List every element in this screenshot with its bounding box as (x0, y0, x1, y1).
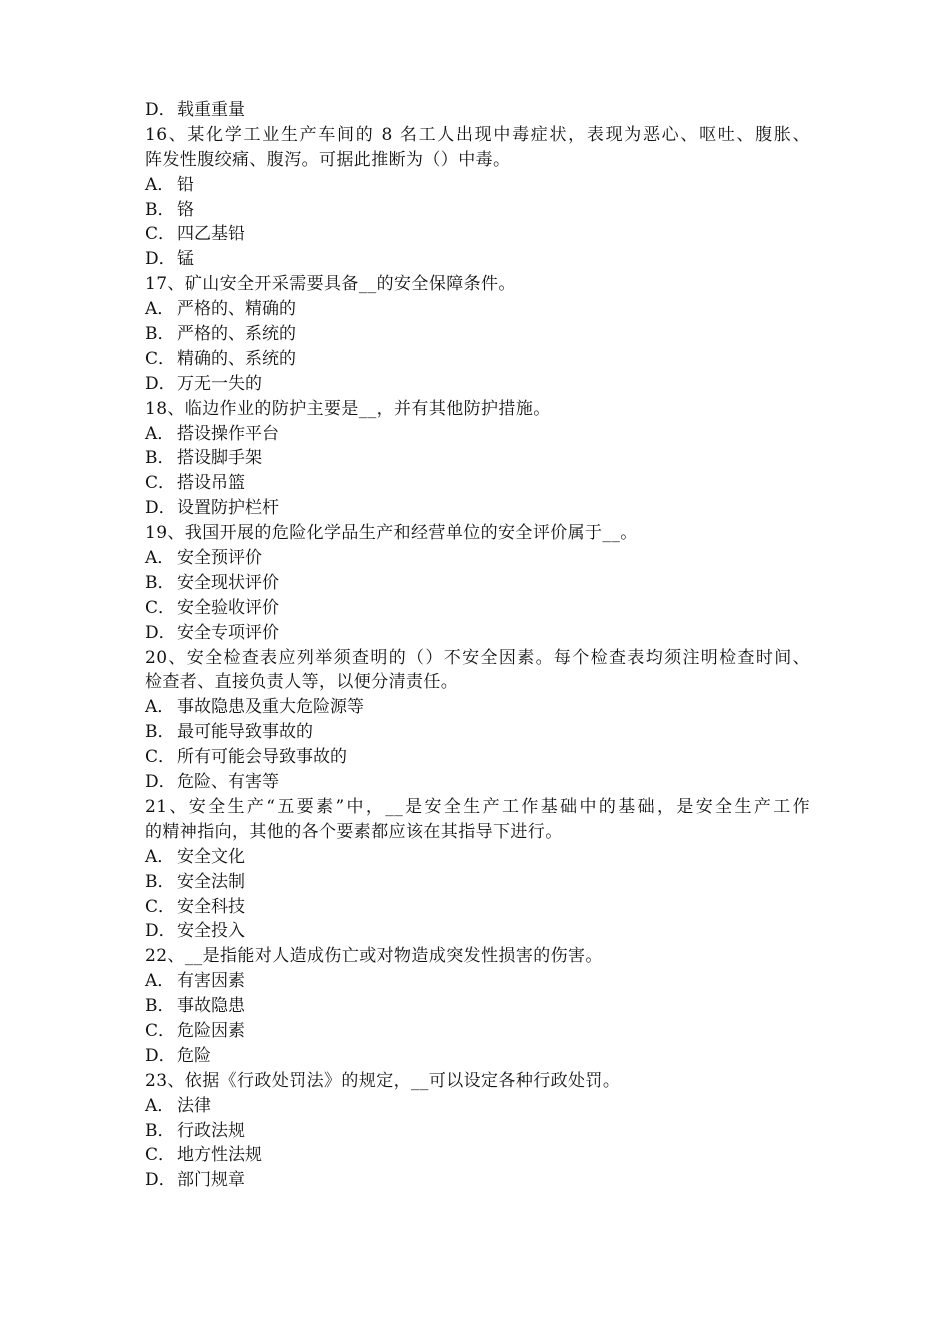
option-letter: B． (145, 871, 175, 892)
answer-option (145, 745, 810, 770)
option-letter: B． (145, 722, 175, 743)
option-text: 最可能导致事故的 (177, 722, 313, 743)
answer-option (145, 695, 810, 720)
answer-option (145, 372, 810, 397)
option-text: 危险、有害等 (177, 772, 279, 793)
option-letter: D． (145, 1170, 176, 1191)
answer-option (145, 596, 810, 621)
question-stem-line: 23、依据《行政处罚法》的规定，__可以设定各种行政处罚。 (145, 1070, 621, 1091)
answer-option (145, 198, 810, 223)
answer-option (145, 969, 810, 994)
answer-option (145, 1094, 810, 1119)
answer-option (145, 322, 810, 347)
option-letter: D． (145, 498, 176, 519)
answer-option (145, 870, 810, 895)
option-letter: B． (145, 1120, 175, 1141)
option-letter: D． (145, 921, 176, 942)
option-text: 安全科技 (177, 896, 245, 917)
option-letter: B． (145, 996, 175, 1017)
option-letter: A． (145, 846, 175, 867)
question-stem-line: 检查者、直接负责人等，以便分清责任。 (145, 672, 459, 693)
option-text: 安全文化 (177, 846, 245, 867)
option-letter: C． (145, 224, 176, 245)
option-text: 铬 (177, 199, 194, 220)
option-text: 安全验收评价 (177, 597, 279, 618)
option-letter: D． (145, 373, 176, 394)
option-text: 事故隐患及重大危险源等 (177, 697, 364, 718)
option-letter: C． (145, 597, 176, 618)
option-text: 所有可能会导致事故的 (177, 747, 347, 768)
option-text: 安全投入 (177, 921, 245, 942)
option-text: 安全预评价 (177, 548, 262, 569)
option-letter: A． (145, 174, 175, 195)
option-text: 安全专项评价 (177, 622, 279, 643)
option-letter: C． (145, 473, 176, 494)
option-text: 地方性法规 (177, 1145, 262, 1166)
option-letter: A． (145, 423, 175, 444)
option-letter: D． (145, 772, 176, 793)
option-letter: A． (145, 971, 175, 992)
option-text: 四乙基铅 (177, 224, 245, 245)
option-letter: B． (145, 324, 175, 345)
answer-option (145, 222, 810, 247)
answer-option (145, 1143, 810, 1168)
option-letter: C． (145, 1145, 176, 1166)
option-letter: C． (145, 348, 176, 369)
option-letter: A． (145, 299, 175, 320)
answer-option (145, 247, 810, 272)
answer-option (145, 297, 810, 322)
answer-option (145, 422, 810, 447)
question-stem-line: 16、某化学工业生产车间的 8 名工人出现中毒症状，表现为恶心、呕吐、腹胀、 (145, 124, 810, 145)
answer-option (145, 471, 810, 496)
option-text: 法律 (177, 1095, 211, 1116)
option-letter: A． (145, 1095, 175, 1116)
question-stem-line: 20、安全检查表应列举须查明的（）不安全因素。每个检查表均须注明检查时间、 (145, 647, 810, 668)
option-text: 安全法制 (177, 871, 245, 892)
answer-option (145, 1044, 810, 1069)
option-letter: D． (145, 249, 176, 270)
answer-option (145, 496, 810, 521)
option-text: 搭设操作平台 (177, 423, 279, 444)
option-letter: D． (145, 100, 176, 120)
answer-option (145, 845, 810, 870)
question-stem-line: 的精神指向，其他的各个要素都应该在其指导下进行。 (145, 821, 563, 842)
option-text: 精确的、系统的 (177, 348, 296, 369)
option-letter: A． (145, 548, 175, 569)
answer-option (145, 919, 810, 944)
answer-option (145, 1019, 810, 1044)
option-text: 严格的、系统的 (177, 324, 296, 345)
answer-option (145, 1119, 810, 1144)
question-stem-line: 22、__是指能对人造成伤亡或对物造成突发性损害的伤害。 (145, 946, 603, 967)
option-text: 危险 (177, 1045, 211, 1066)
answer-option (145, 994, 810, 1019)
question-stem-line: 17、矿山安全开采需要具备__的安全保障条件。 (145, 274, 516, 295)
answer-option (145, 770, 810, 795)
option-letter: D． (145, 622, 176, 643)
option-text: 锰 (177, 249, 194, 270)
option-text: 铅 (177, 174, 194, 195)
question-stem-line: 18、临边作业的防护主要是__，并有其他防护措施。 (145, 398, 551, 419)
option-text: 设置防护栏杆 (177, 498, 279, 519)
question-stem-line: 阵发性腹绞痛、腹泻。可据此推断为（）中毒。 (145, 149, 511, 170)
option-letter: C． (145, 1020, 176, 1041)
answer-option (145, 173, 810, 198)
answer-option (145, 347, 810, 372)
answer-option (145, 446, 810, 471)
answer-option (145, 98, 810, 123)
option-text: 安全现状评价 (177, 572, 279, 593)
document-page (145, 98, 810, 1193)
answer-option (145, 546, 810, 571)
answer-option (145, 571, 810, 596)
question-stem-line: 19、我国开展的危险化学品生产和经营单位的安全评价属于__。 (145, 523, 638, 544)
option-letter: B． (145, 199, 175, 220)
option-letter: B． (145, 448, 175, 469)
option-text: 搭设吊篮 (177, 473, 245, 494)
option-letter: C． (145, 896, 176, 917)
option-letter: B． (145, 572, 175, 593)
option-text: 严格的、精确的 (177, 299, 296, 320)
answer-option (145, 720, 810, 745)
option-text: 事故隐患 (177, 996, 245, 1017)
answer-option (145, 621, 810, 646)
option-text: 有害因素 (177, 971, 245, 992)
option-letter: C． (145, 747, 176, 768)
question-list (145, 98, 810, 1193)
option-text: 行政法规 (177, 1120, 245, 1141)
option-letter: D． (145, 1045, 176, 1066)
option-letter: A． (145, 697, 175, 718)
answer-option (145, 895, 810, 920)
answer-option (145, 1168, 810, 1193)
option-text: 部门规章 (177, 1170, 245, 1191)
question-stem-line: 21、安全生产“五要素”中，__是安全生产工作基础中的基础，是安全生产工作 (145, 796, 810, 817)
option-text: 载重重量 (177, 100, 245, 120)
option-text: 危险因素 (177, 1020, 245, 1041)
option-text: 万无一失的 (177, 373, 262, 394)
option-text: 搭设脚手架 (177, 448, 262, 469)
